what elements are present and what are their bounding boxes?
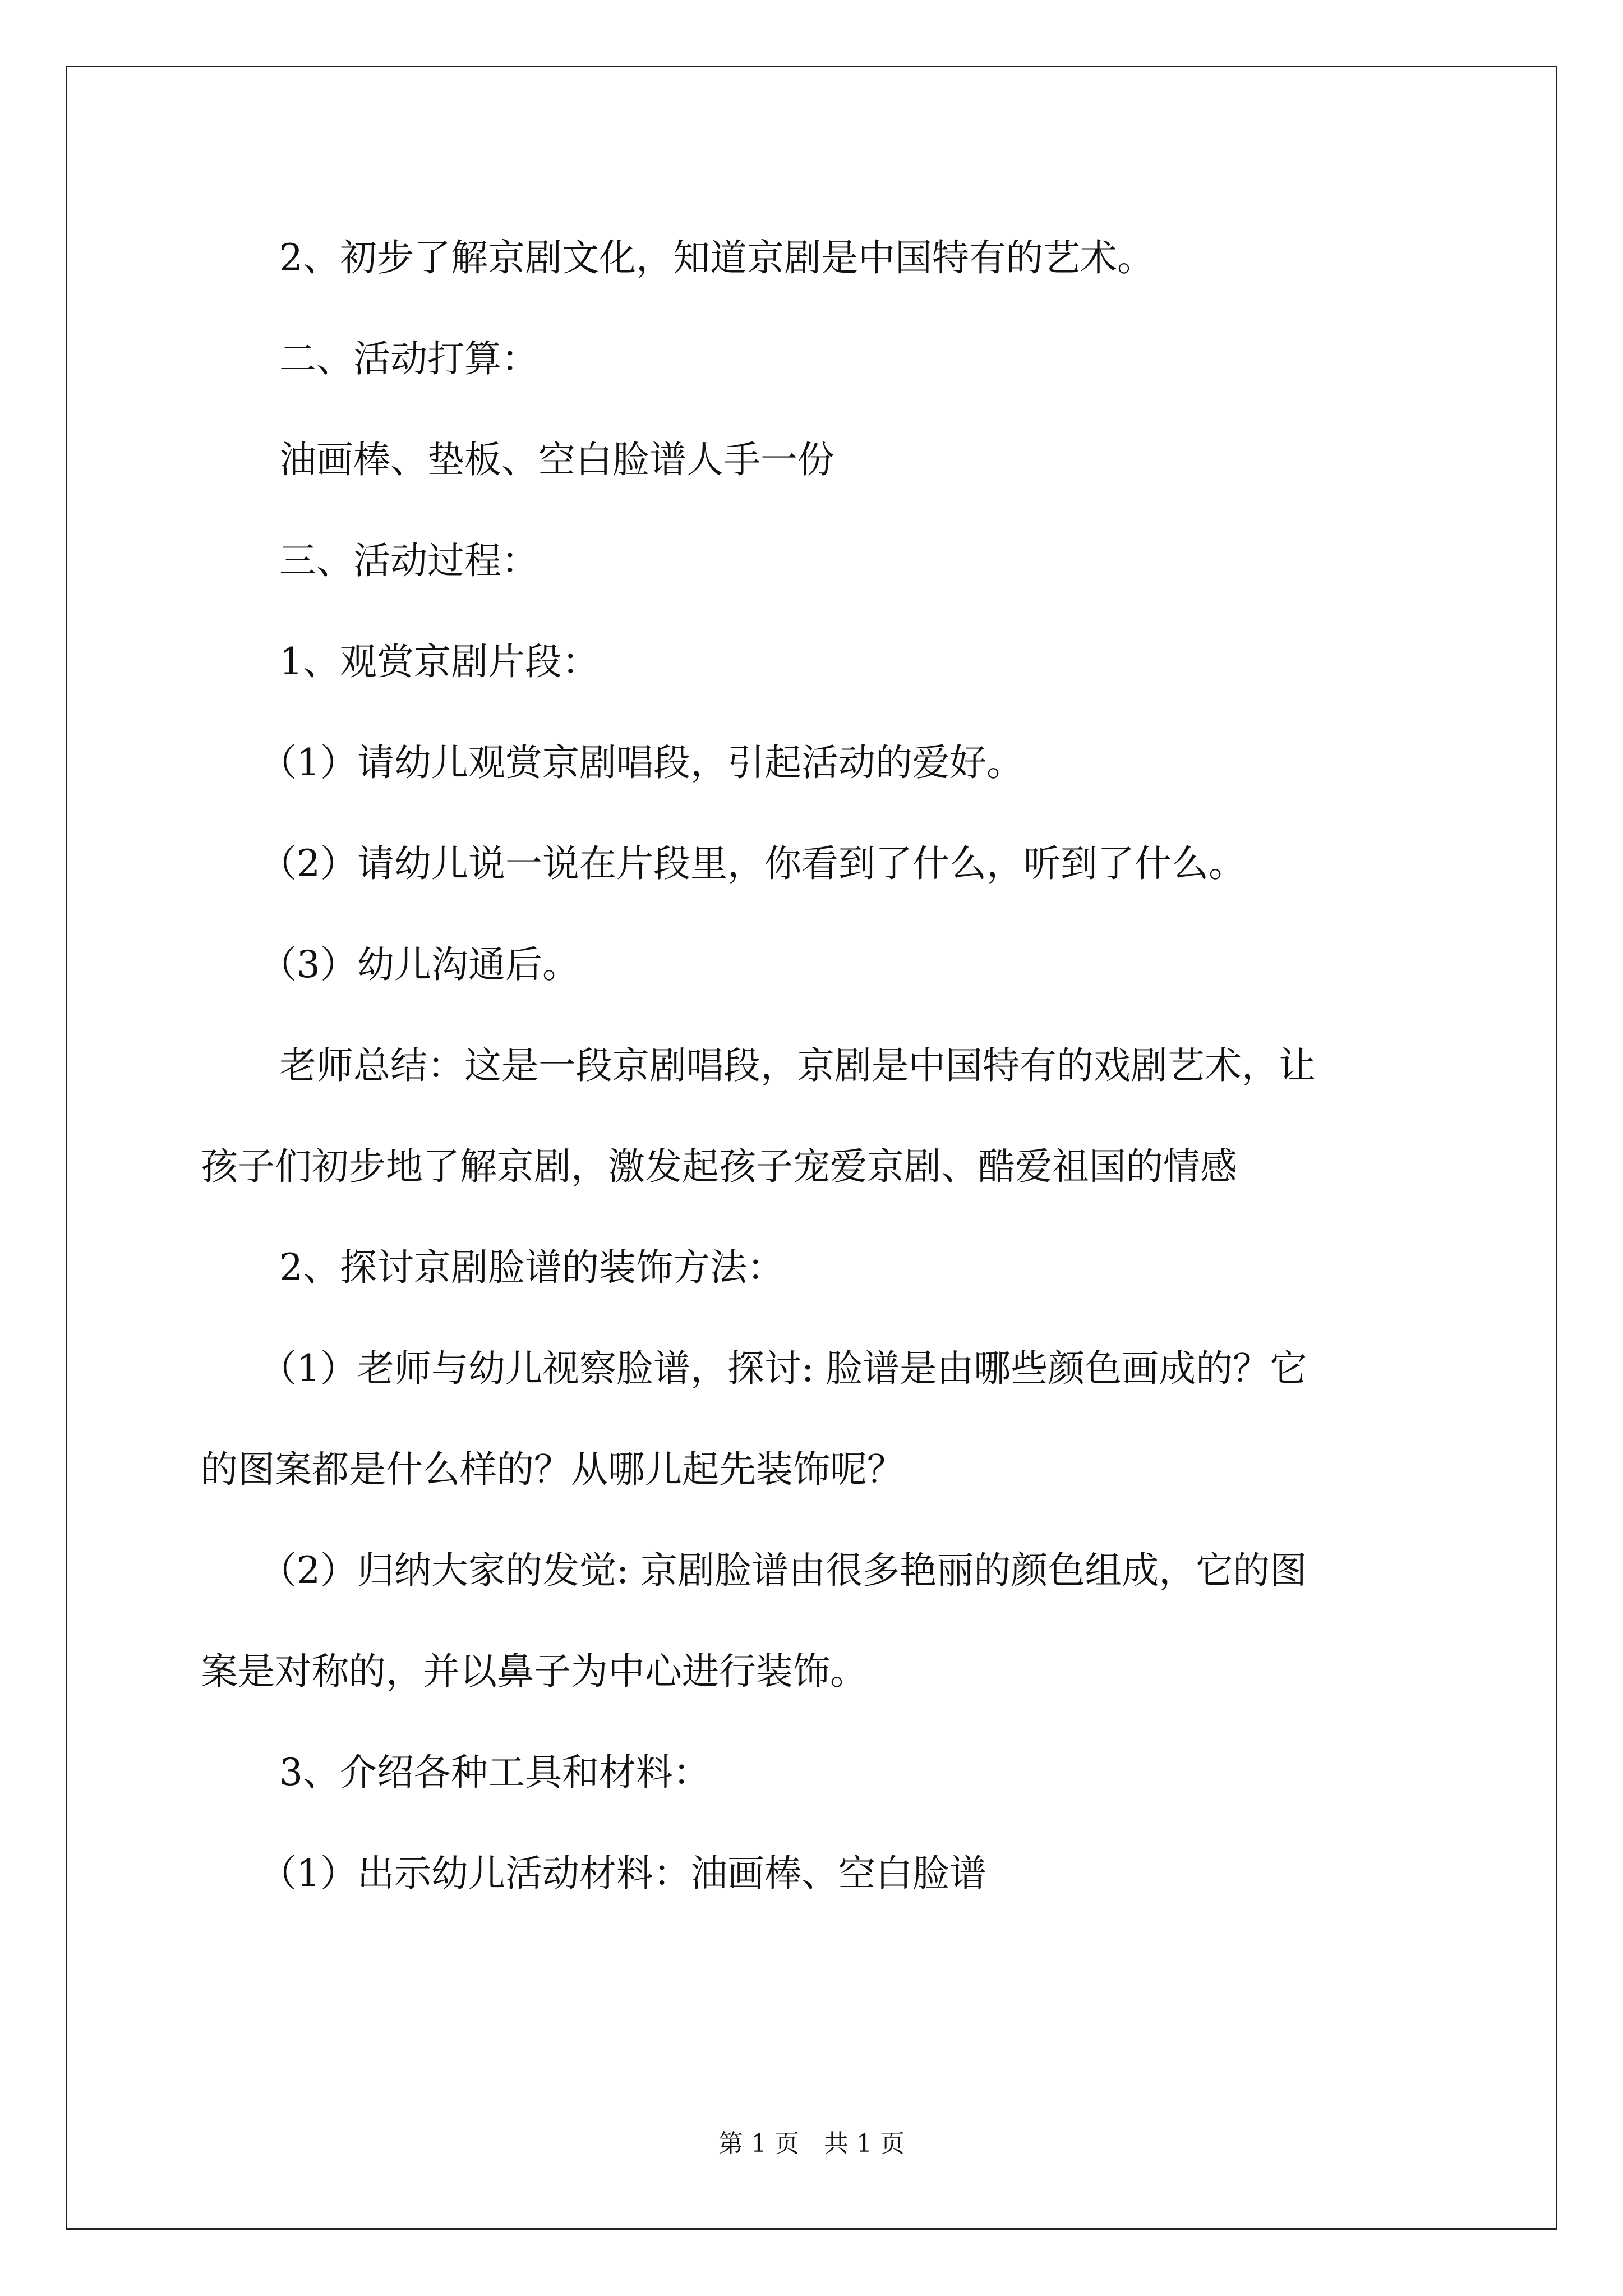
step-1-item-3: （3）幼儿沟通后。 [260,943,579,986]
step-3-item-1: （1）出示幼儿活动材料：油画棒、空白脸谱 [260,1852,986,1895]
page-footer: 第 1 页 共 1 页 [718,2129,905,2158]
teacher-summary-line-2: 孩子们初步地了解京剧，激发起孩子宠爱京剧、酷爱祖国的情感 [201,1145,1237,1188]
section-heading-preparation: 二、活动打算： [279,337,538,380]
step-1-item-2: （2）请幼儿说一说在片段里，你看到了什么，听到了什么。 [260,842,1246,885]
step-heading-1: 1、观赏京剧片段： [279,640,599,683]
paragraph-goal-2: 2、初步了解京剧文化，知道京剧是中国特有的艺术。 [279,236,1154,279]
step-1-item-1: （1）请幼儿观赏京剧唱段，引起活动的爱好。 [260,741,1023,784]
paragraph-materials: 油画棒、垫板、空白脸谱人手一份 [279,438,834,481]
section-heading-process: 三、活动过程： [279,539,538,582]
step-2-item-1-line-1: （1）老师与幼儿视察脸谱，探讨: 脸谱是由哪些颜色画成的？它 [260,1347,1307,1390]
step-2-item-2-line-1: （2）归纳大家的发觉: 京剧脸谱由很多艳丽的颜色组成，它的图 [260,1549,1307,1592]
step-2-item-2-line-2: 案是对称的，并以鼻子为中心进行装饰。 [201,1650,867,1693]
step-heading-3: 3、介绍各种工具和材料： [279,1751,710,1794]
document-body [201,208,1429,1924]
step-2-item-1-line-2: 的图案都是什么样的？从哪儿起先装饰呢？ [201,1448,904,1491]
teacher-summary-line-1: 老师总结：这是一段京剧唱段，京剧是中国特有的戏剧艺术，让 [279,1044,1316,1087]
step-heading-2: 2、探讨京剧脸谱的装饰方法： [279,1246,784,1289]
